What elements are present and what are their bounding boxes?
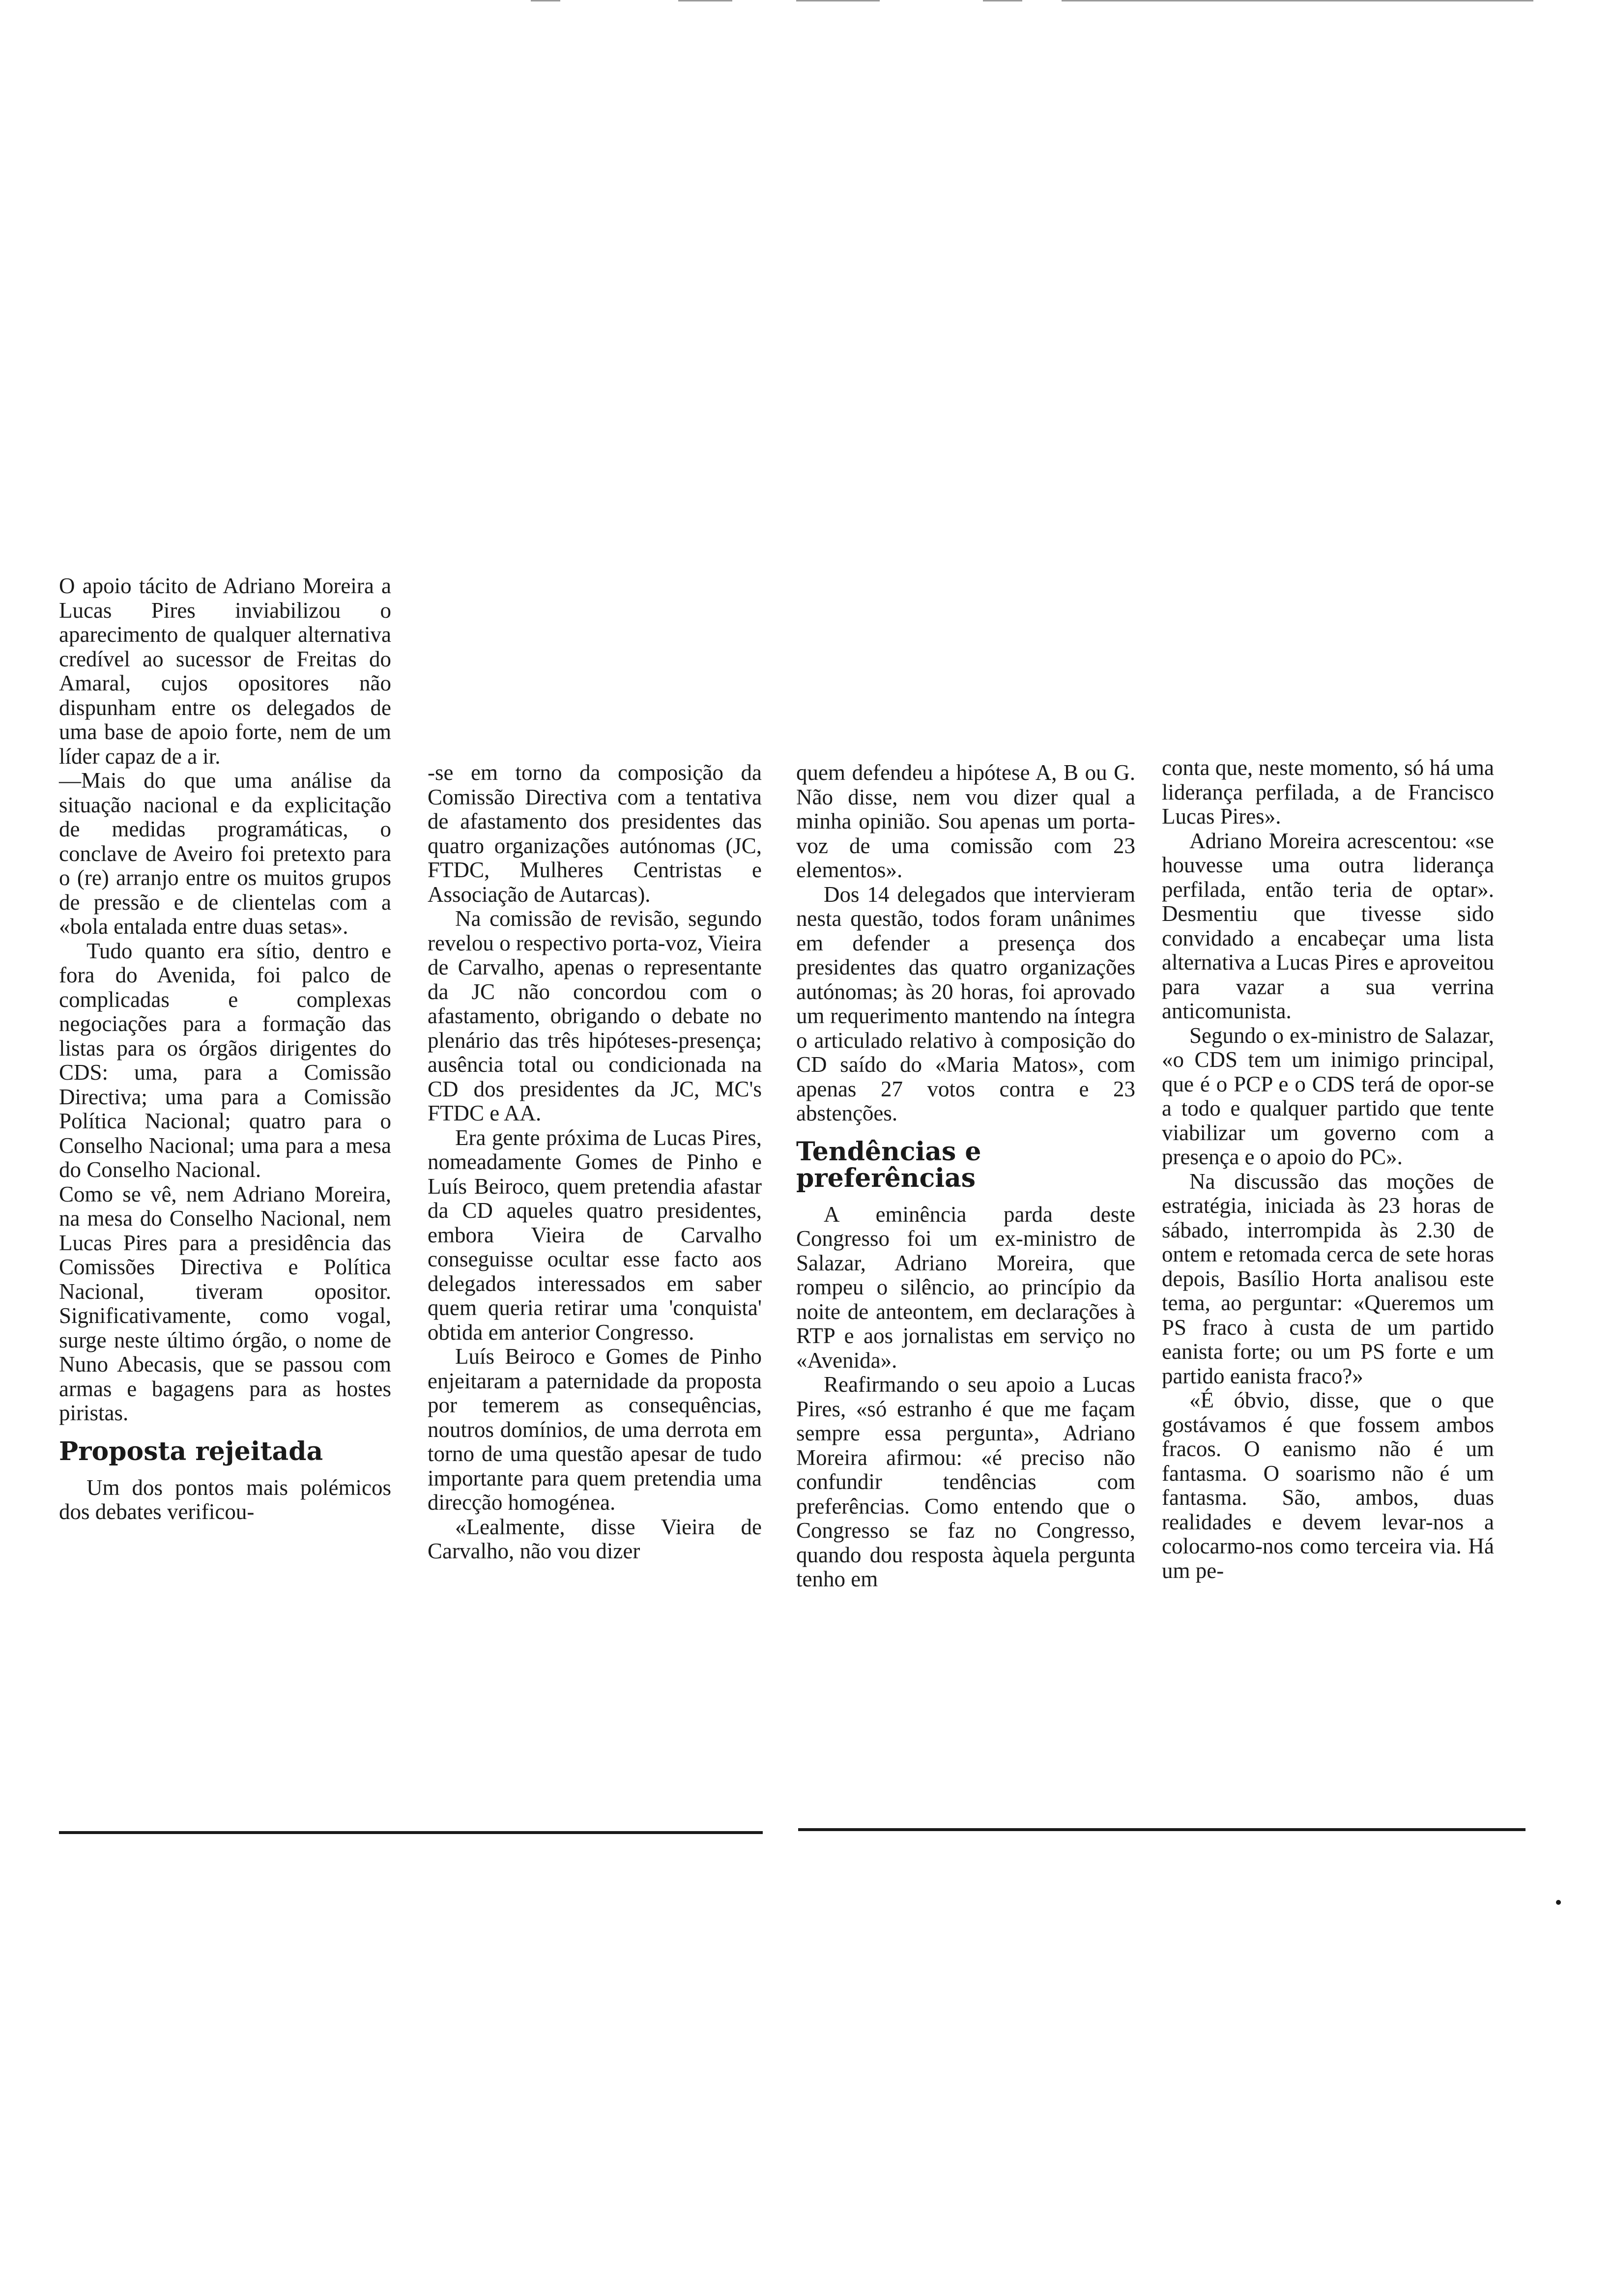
paragraph: «É óbvio, disse, que o que gostávamos é que fossem ambos fracos. O eanismo não é um fantasma. O soarismo não é um fantasma. São, ambos, duas realidades e devem levar-nos a colocarmo-nos como terceira via. Há um pe-	[1162, 1388, 1494, 1583]
top-edge-line	[678, 0, 732, 1]
paragraph: O apoio tácito de Adriano Moreira a Lucas Pires inviabilizou o aparecimento de qualquer alternativa credível ao sucessor de Freitas do Amaral, cujos opositores não dispunham entre os delegados de uma base de apoio forte, nem de um líder capaz de a ir.	[59, 574, 391, 769]
article-column-2	[428, 761, 762, 1564]
top-edge-line	[1062, 0, 1533, 1]
paragraph: Segundo o ex-ministro de Salazar, «o CDS tem um inimigo principal, que é o PCP e o CDS terá de opor-se a todo e qualquer partido que tente viabilizar um governo com a presença e o apoio do PC».	[1162, 1023, 1494, 1169]
paragraph: Tudo quanto era sítio, dentro e fora do Avenida, foi palco de complicadas e complexas negociações para a formação das listas para os órgãos dirigentes do CDS: uma, para a Comissão Directiva; uma para a Comissão Política Nacional; quatro para o Conselho Nacional; uma para a mesa do Conselho Nacional.	[59, 938, 391, 1182]
paragraph: Luís Beiroco e Gomes de Pinho enjeitaram a paternidade da proposta por temerem as consequências, noutros domínios, de uma derrota em torno de uma questão apesar de tudo importante para quem pretendia uma direcção homogénea.	[428, 1344, 762, 1515]
top-edge-line	[796, 0, 880, 1]
paragraph: Reafirmando o seu apoio a Lucas Pires, «só estranho é que me façam sempre essa pergunta», Adriano Moreira afirmou: «é preciso não confundir tendências com preferências. Como entendo que o Congresso se faz no Congresso, quando dou resposta àquela pergunta tenho em	[796, 1372, 1135, 1591]
paragraph: Era gente próxima de Lucas Pires, nomeadamente Gomes de Pinho e Luís Beiroco, quem pretendia afastar da CD aqueles quatro presidentes, embora Vieira de Carvalho conseguisse ocultar esse facto aos delegados interessados em saber quem queria retirar uma 'conquista' obtida em anterior Congresso.	[428, 1125, 762, 1345]
top-edge-line	[531, 0, 560, 1]
ink-dot	[1556, 1900, 1561, 1905]
paragraph: Como se vê, nem Adriano Moreira, na mesa do Conselho Nacional, nem Lucas Pires para a presidência das Comissões Directiva e Política Nacional, tiveram opositor. Significativamente, como vogal, surge neste último órgão, o nome de Nuno Abecasis, que se passou com armas e bagagens para as hostes piristas.	[59, 1181, 391, 1425]
paragraph: conta que, neste momento, só há uma liderança perfilada, a de Francisco Lucas Pires».	[1162, 755, 1494, 829]
article-column-4	[1162, 756, 1494, 1583]
paragraph: Na comissão de revisão, segundo revelou o respectivo porta-voz, Vieira de Carvalho, apenas o representante da JC não concordou com o afastamento, obrigando o debate no plenário das três hipóteses-presença; ausência total ou condicionada na CD dos presidentes da JC, MC's FTDC e AA.	[428, 906, 762, 1125]
column-rule	[59, 1831, 763, 1834]
paragraph: Dos 14 delegados que intervieram nesta questão, todos foram unânimes em defender a presença dos presidentes das quatro organizações autónomas; às 20 horas, foi aprovado um requerimento mantendo na íntegra o articulado relativo à composição do CD saído do «Maria Matos», com apenas 27 votos contra e 23 abstenções.	[796, 882, 1135, 1125]
paragraph: -se em torno da composição da Comissão Directiva com a tentativa de afastamento dos presidentes das quatro organizações autónomas (JC, FTDC, Mulheres Centristas e Associação de Autarcas).	[428, 760, 762, 907]
article-column-3	[796, 761, 1135, 1592]
paragraph: Na discussão das moções de estratégia, iniciada às 23 horas de sábado, interrompida às 2.30 de ontem e retomada cerca de sete horas depois, Basílio Horta analisou este tema, ao perguntar: «Queremos um PS fraco à custa de um partido eanista forte; ou um PS forte e um partido eanista fraco?»	[1162, 1169, 1494, 1388]
paragraph: «Lealmente, disse Vieira de Carvalho, não vou dizer	[428, 1514, 762, 1563]
paragraph: A eminência parda deste Congresso foi um ex-ministro de Salazar, Adriano Moreira, que rompeu o silêncio, ao princípio da noite de anteontem, em declarações à RTP e aos jornalistas em serviço no «Avenida».	[796, 1202, 1135, 1373]
paragraph: Adriano Moreira acrescentou: «se houvesse uma outra liderança perfilada, então teria de optar». Desmentiu que tivesse sido convidado a encabeçar uma lista alternativa a Lucas Pires e aproveitou para vazar a sua verrina anticomunista.	[1162, 828, 1494, 1023]
paragraph: —Mais do que uma análise da situação nacional e da explicitação de medidas programáticas, o conclave de Aveiro foi pretexto para o (re) arranjo entre os muitos grupos de pressão e de clientelas com a «bola entalada entre duas setas».	[59, 768, 391, 939]
section-heading: Proposta rejeitada	[59, 1436, 323, 1466]
paragraph: Um dos pontos mais polémicos dos debates verificou-	[59, 1475, 391, 1524]
article-column-1	[59, 574, 391, 1524]
column-rule	[798, 1828, 1526, 1831]
paragraph: quem defendeu a hipótese A, B ou G. Não disse, nem vou dizer qual a minha opinião. Sou apenas um porta-voz de uma comissão com 23 elementos».	[796, 760, 1135, 882]
top-edge-line	[983, 0, 1022, 1]
section-heading: Tendências e preferências	[796, 1136, 981, 1193]
